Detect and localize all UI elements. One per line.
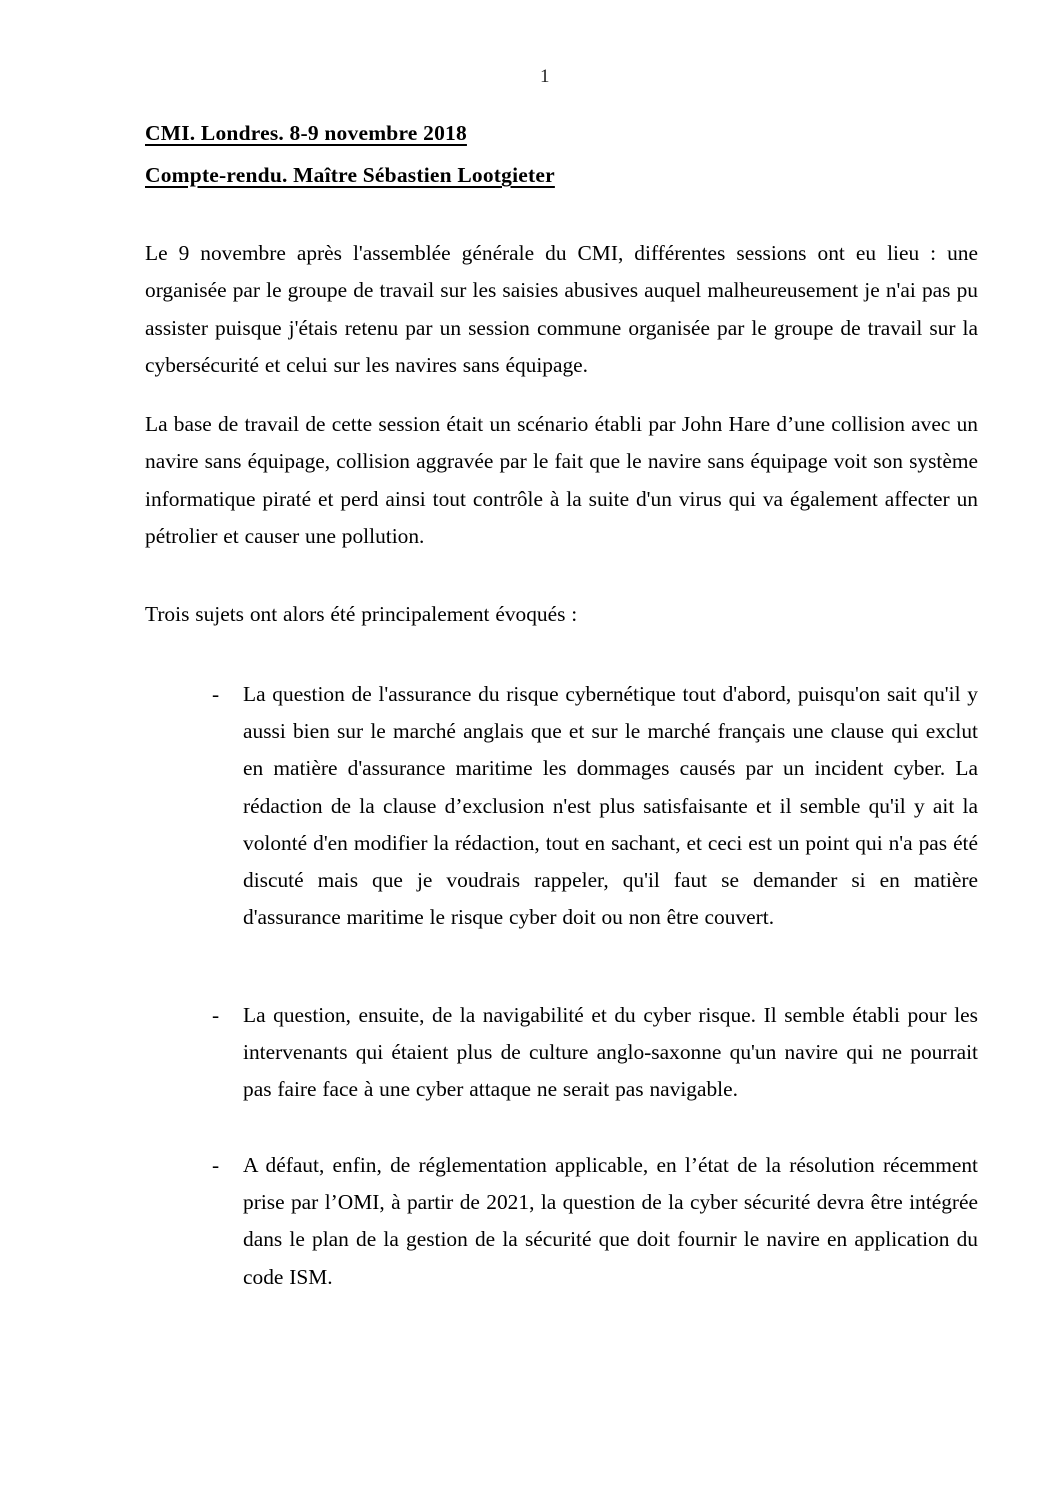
paragraph-scenario: La base de travail de cette session était un scénario établi par John Hare d’une collision avec un navire sans équipage, collision aggravée par le fait que le navire sans équipage voit son système informatique piraté et perd ainsi tout contrôle à la suite d'un virus qui va également affecter un pétrolier et causer une pollution.	[145, 412, 978, 549]
bullet-item-reglementation	[145, 1147, 978, 1296]
bullet-text-reglementation: A défaut, enfin, de réglementation applicable, en l’état de la résolution récemment prise par l’OMI, à partir de 2021, la question de la cyber sécurité devra être intégrée dans le plan de la gestion de la sécurité que doit fournir le navire en application du code ISM.	[243, 1152, 978, 1289]
bullet-dash: -	[212, 1152, 220, 1177]
doc-title: CMI. Londres. 8-9 novembre 2018	[145, 121, 467, 145]
bullet-item-navigabilite	[145, 997, 978, 1109]
bullet-dash: -	[212, 1002, 220, 1027]
bullet-item-assurance	[145, 676, 978, 937]
page-number: 1	[540, 66, 550, 87]
bullet-text-assurance: La question de l'assurance du risque cybernétique tout d'abord, puisqu'on sait qu'il y aussi bien sur le marché anglais que et sur le marché français une clause qui exclut en matière d'assurance maritime les dommages causés par un incident cyber. La rédaction de la clause d’exclusion n'est plus satisfaisante et il semble qu'il y ait la volonté d'en modifier la rédaction, tout en sachant, et ceci est un point qui n'a pas été discuté mais que je voudrais rappeler, qu'il faut se demander si en matière d'assurance maritime le risque cyber doit ou non être couvert.	[243, 681, 978, 930]
paragraph-intro: Le 9 novembre après l'assemblée générale du CMI, différentes sessions ont eu lieu : une organisée par le groupe de travail sur les saisies abusives auquel malheureusement je n'ai pas pu assister puisque j'étais retenu par un session commune organisée par le groupe de travail sur la cybersécurité et celui sur les navires sans équipage.	[145, 241, 978, 377]
document-content	[145, 0, 978, 1296]
bullet-text-navigabilite: La question, ensuite, de la navigabilité et du cyber risque. Il semble établi pour les intervenants qui étaient plus de culture anglo-saxonne qu'un navire qui ne pourrait pas faire face à une cyber attaque ne serait pas navigable.	[243, 1002, 978, 1102]
bullet-dash: -	[212, 681, 220, 706]
paragraph-topics-lead: Trois sujets ont alors été principalement évoqués :	[145, 602, 578, 627]
doc-subtitle: Compte-rendu. Maître Sébastien Lootgieter	[145, 163, 555, 187]
